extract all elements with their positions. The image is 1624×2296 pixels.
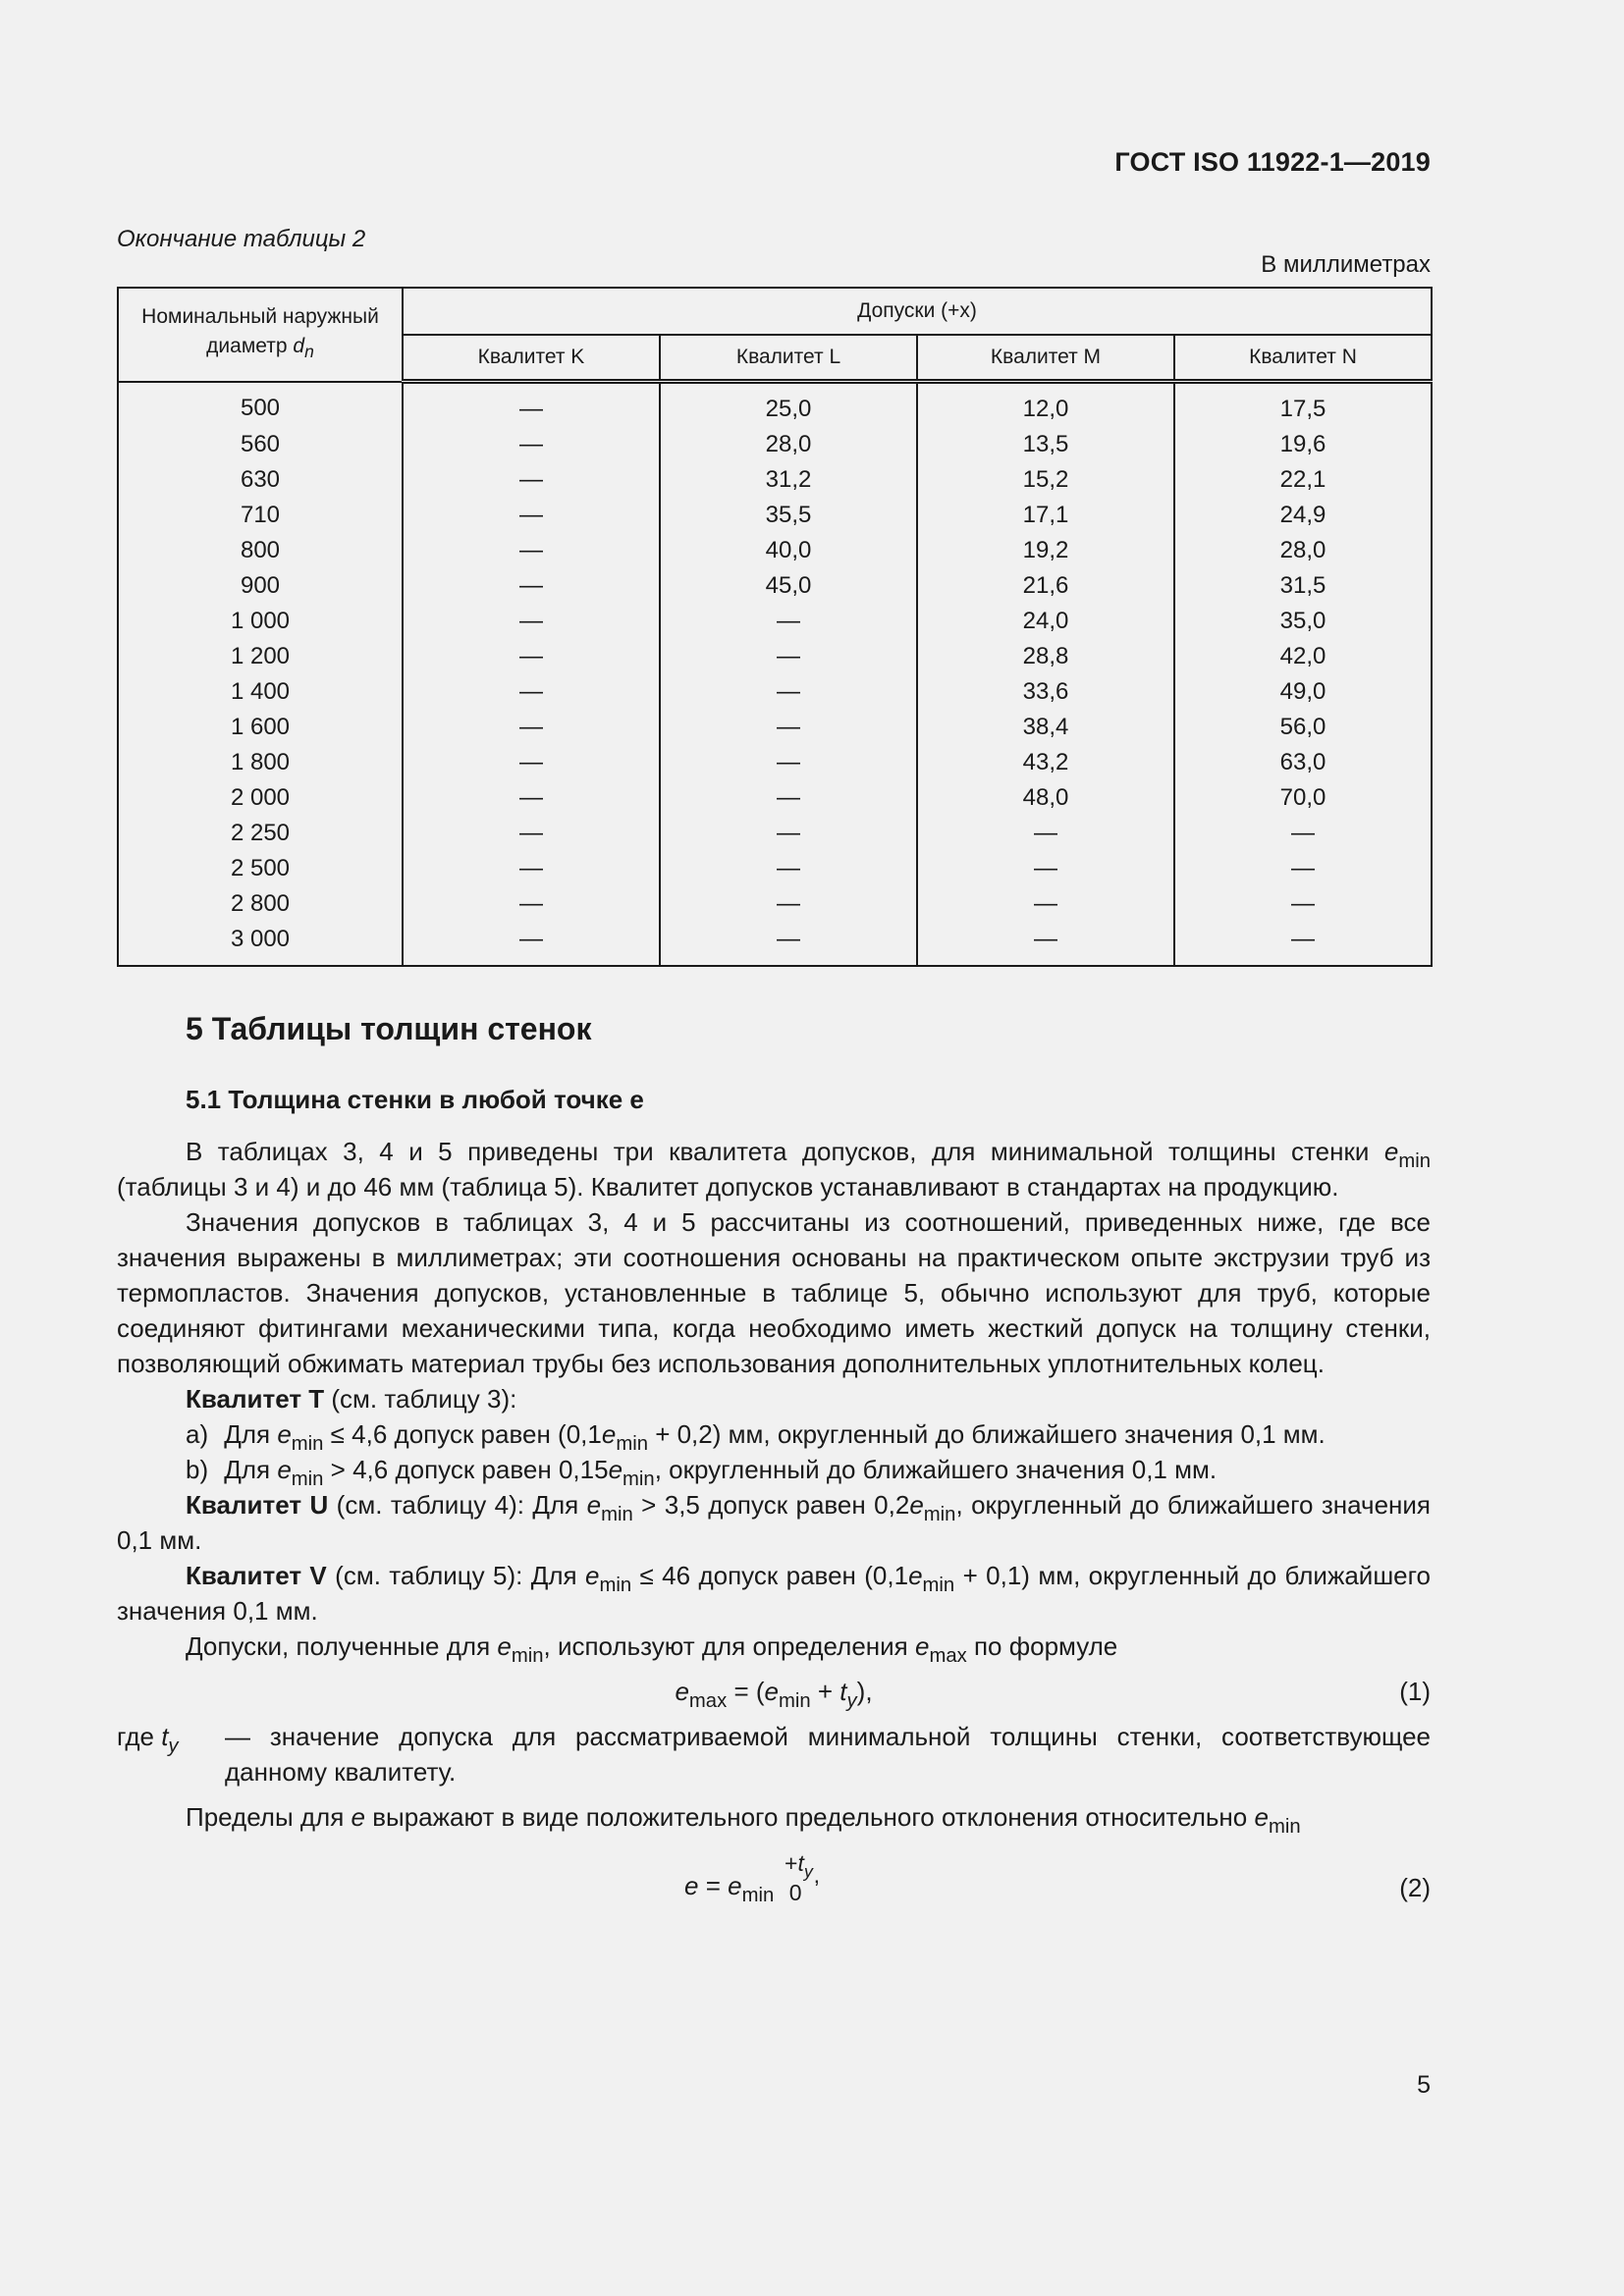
tolerance-cell: — (660, 922, 917, 966)
tolerance-cell: — (917, 851, 1174, 886)
tolerance-cell: 43,2 (917, 745, 1174, 780)
diameter-cell: 1 800 (118, 745, 403, 780)
tolerance-cell: — (1174, 816, 1432, 851)
subsection-title: 5.1 Толщина стенки в любой точке e (186, 1085, 644, 1114)
document-id: ГОСТ ISO 11922-1—2019 (1114, 147, 1431, 177)
tolerance-cell: — (403, 780, 660, 816)
tolerance-cell: 40,0 (660, 533, 917, 568)
tolerance-cell: — (660, 816, 917, 851)
paragraph-2: Значения допусков в таблицах 3, 4 и 5 рассчитаны из соотношений, приведенных ниже, где все значения выражены в миллиметрах; эти соотношения основаны на практическом опыте экструзии труб из термопластов. Значения допусков, установленные в таблице 5, обычно используют для труб, которые соединяют фитингами механическими типа, когда необходимо иметь жесткий допуск на толщину стенки, позволяющий обжимать материал трубы без использования дополнительных уплотнительных колец. (117, 1207, 1431, 1378)
table-row (118, 851, 1432, 886)
tolerance-cell: — (403, 710, 660, 745)
tolerance-table (117, 287, 1433, 967)
diameter-cell: 3 000 (118, 922, 403, 966)
diameter-cell: 560 (118, 427, 403, 462)
table-row (118, 498, 1432, 533)
tolerance-cell: 35,0 (1174, 604, 1432, 639)
tolerance-cell: — (403, 427, 660, 462)
diameter-cell: 630 (118, 462, 403, 498)
table-row (118, 533, 1432, 568)
tolerance-cell: — (917, 922, 1174, 966)
tolerance-cell: — (403, 604, 660, 639)
diameter-cell: 1 000 (118, 604, 403, 639)
tolerance-cell: 21,6 (917, 568, 1174, 604)
tolerance-cell: 42,0 (1174, 639, 1432, 674)
tolerance-cell: — (403, 816, 660, 851)
tolerance-cell: — (403, 498, 660, 533)
table-caption: Окончание таблицы 2 (117, 226, 366, 252)
tolerance-cell: 48,0 (917, 780, 1174, 816)
tolerance-cell: 17,1 (917, 498, 1174, 533)
tolerance-cell: 31,5 (1174, 568, 1432, 604)
tolerance-cell: — (660, 851, 917, 886)
table-row (118, 674, 1432, 710)
tolerance-cell: — (403, 674, 660, 710)
table-row (118, 816, 1432, 851)
tolerance-cell: — (403, 639, 660, 674)
item-a: a) Для $e_{min} \le 4,6$ допуск равен $(0,1e_{min} + 0,2)$ мм, округленный до ближайшего значения 0,1 мм. (186, 1419, 1326, 1456)
grade-m-header: Квалитет M (917, 335, 1174, 382)
item-b: b) Для $e_{min} > 4,6$ допуск равен $0,15e_{min}$, округленный до ближайшего значения 0,1 мм. (186, 1455, 1218, 1491)
tolerance-cell: 24,0 (917, 604, 1174, 639)
table-row (118, 780, 1432, 816)
tolerance-cell: — (403, 922, 660, 966)
table-row (118, 710, 1432, 745)
tolerance-cell: 15,2 (917, 462, 1174, 498)
tolerance-cell: 12,0 (917, 382, 1174, 428)
grade-n-header: Квалитет N (1174, 335, 1432, 382)
paragraph-4: Пределы для e выражают в виде положительного предельного отклонения относительно $e_{min}$ (186, 1802, 1301, 1839)
table-row (118, 922, 1432, 966)
tolerance-cell: — (403, 533, 660, 568)
table-units: В миллиметрах (1261, 251, 1431, 278)
diameter-cell: 2 000 (118, 780, 403, 816)
tolerance-cell: 19,2 (917, 533, 1174, 568)
tolerance-cell: — (917, 886, 1174, 922)
formula-2: $e = e_{min}$ $+t_y$ 0, (2) (684, 1850, 1431, 1907)
tolerance-cell: — (403, 462, 660, 498)
tolerance-cell: 31,2 (660, 462, 917, 498)
group-header-text: Допуски (+x) (857, 299, 977, 322)
body-text (117, 1134, 1431, 1937)
tolerance-cell: — (660, 745, 917, 780)
paragraph-1: В таблицах 3, 4 и 5 приведены три квалитета допусков, для минимальной толщины стенки $e_{min}$ (таблицы 3 и 4) и до 46 мм (таблица 5). Квалитет допусков устанавливают в стандартах на продукцию. (117, 1137, 1431, 1201)
tolerance-cell: 63,0 (1174, 745, 1432, 780)
tolerance-cell: 28,8 (917, 639, 1174, 674)
table-row (118, 639, 1432, 674)
tolerance-cell: 70,0 (1174, 780, 1432, 816)
formula-2-number: (2) (1399, 1873, 1431, 1902)
grade-l-header: Квалитет L (660, 335, 917, 382)
tolerance-cell: — (917, 816, 1174, 851)
tolerance-cell: 17,5 (1174, 382, 1432, 428)
grade-u-line: Квалитет U (см. таблицу 4): Для $e_{min} > 3,5$ допуск равен $0,2e_{min}$, округленный до ближайшего значения 0,1 мм. (117, 1490, 1432, 1555)
table-row (118, 462, 1432, 498)
tolerance-cell: 25,0 (660, 382, 917, 428)
diameter-cell: 2 250 (118, 816, 403, 851)
grade-t-line: Квалитет T (см. таблицу 3): (186, 1384, 517, 1414)
tolerance-cell: 28,0 (660, 427, 917, 462)
table-row (118, 382, 1432, 428)
tolerance-cell: 38,4 (917, 710, 1174, 745)
tolerance-cell: 19,6 (1174, 427, 1432, 462)
tolerance-cell: 28,0 (1174, 533, 1432, 568)
table-row (118, 427, 1432, 462)
diameter-cell: 710 (118, 498, 403, 533)
tolerance-cell: — (403, 886, 660, 922)
tolerance-cell: — (660, 710, 917, 745)
tolerance-cell: — (660, 886, 917, 922)
tolerance-cell: — (403, 851, 660, 886)
tolerance-cell: 56,0 (1174, 710, 1432, 745)
tolerance-cell: — (660, 674, 917, 710)
tolerance-cell: 49,0 (1174, 674, 1432, 710)
diameter-cell: 1 400 (118, 674, 403, 710)
tolerance-cell: — (1174, 922, 1432, 966)
diameter-cell: 2 500 (118, 851, 403, 886)
diameter-cell: 800 (118, 533, 403, 568)
tolerance-cell: — (403, 745, 660, 780)
tolerance-cell: — (1174, 886, 1432, 922)
table-row (118, 604, 1432, 639)
diameter-cell: 900 (118, 568, 403, 604)
tolerance-cell: — (660, 639, 917, 674)
tolerance-cell: 22,1 (1174, 462, 1432, 498)
tolerance-cell: 33,6 (917, 674, 1174, 710)
table-row (118, 886, 1432, 922)
where-clause: где $t_y$ — значение допуска для рассматриваемой минимальной толщины стенки, соответствующее данному квалитету. (117, 1722, 1431, 1787)
diameter-cell: 500 (118, 382, 403, 428)
diameter-cell: 1 200 (118, 639, 403, 674)
grade-k-header: Квалитет K (403, 335, 660, 382)
tolerance-cell: — (403, 382, 660, 428)
tolerance-cell: — (660, 780, 917, 816)
diameter-cell: 2 800 (118, 886, 403, 922)
formula-1: $e_{max} = (e_{min} + t_y)$, (1) (117, 1664, 1431, 1719)
tolerance-cell: — (660, 604, 917, 639)
tolerance-cell: — (403, 568, 660, 604)
paragraph-3: Допуски, полученные для $e_{min}$, используют для определения $e_{max}$ по формуле (186, 1631, 1118, 1668)
diameter-header: Номинальный наружный диаметр $d_n$ (118, 288, 403, 382)
table-body (118, 382, 1432, 967)
tolerance-cell: 13,5 (917, 427, 1174, 462)
diameter-cell: 1 600 (118, 710, 403, 745)
tolerance-cell: — (1174, 851, 1432, 886)
table-row (118, 568, 1432, 604)
tolerance-cell: 24,9 (1174, 498, 1432, 533)
grade-v-line: Квалитет V (см. таблицу 5): Для $e_{min} \le 46$ допуск равен $(0,1e_{min} + 0,1)$ мм, округленный до ближайшего значения 0,1 мм. (117, 1561, 1432, 1626)
section-title: 5 Таблицы толщин стенок (186, 1011, 592, 1046)
tolerance-cell: 45,0 (660, 568, 917, 604)
tolerance-group-header (403, 288, 1432, 335)
formula-1-number: (1) (1399, 1677, 1431, 1706)
table-row (118, 745, 1432, 780)
tolerance-cell: 35,5 (660, 498, 917, 533)
page-number: 5 (1417, 2071, 1431, 2099)
